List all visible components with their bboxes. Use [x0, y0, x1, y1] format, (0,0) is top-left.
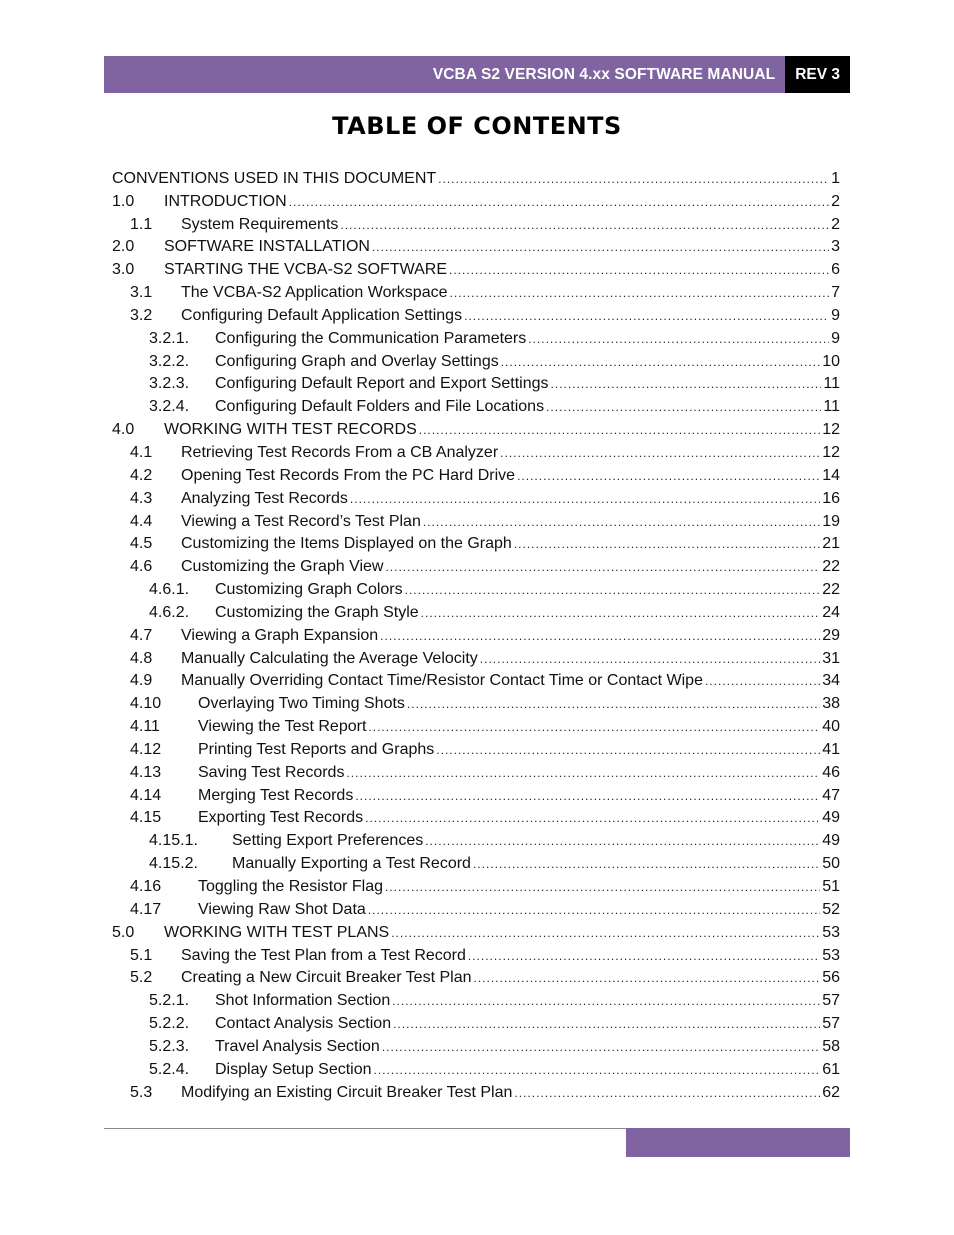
dot-leader [436, 740, 820, 760]
toc-entry-page: 3 [831, 238, 840, 256]
toc-entry-number: 4.17 [130, 900, 162, 918]
toc-entry-number: 2.0 [112, 238, 135, 256]
toc-entry-page: 47 [822, 786, 840, 804]
toc-entry-title: Viewing a Test Record’s Test Plan [181, 512, 421, 530]
toc-entry-title: Exporting Test Records [198, 809, 364, 827]
toc-entry[interactable] [112, 1080, 840, 1103]
dot-leader [423, 512, 820, 532]
dot-leader [385, 877, 820, 897]
toc-entry-number: 4.6 [130, 558, 153, 576]
toc-entry[interactable] [112, 1057, 840, 1080]
toc-entry-page: 22 [822, 581, 840, 599]
toc-entry-page: 16 [822, 489, 840, 507]
toc-entry[interactable] [112, 623, 840, 646]
toc-entry-number: 4.6.2. [149, 603, 190, 621]
toc-entry[interactable] [112, 851, 840, 874]
toc-entry-number: 4.15 [130, 809, 162, 827]
dot-leader [421, 603, 821, 623]
table-of-contents [112, 166, 840, 1103]
dot-leader [474, 968, 821, 988]
dot-leader [546, 397, 821, 417]
dot-leader [350, 489, 820, 509]
toc-entry-number: 4.2 [130, 466, 153, 484]
toc-entry-number: 4.1 [130, 443, 153, 461]
toc-entry-number: 4.3 [130, 489, 153, 507]
dot-leader [407, 694, 820, 714]
toc-entry-title: Contact Analysis Section [215, 1015, 392, 1033]
toc-entry-title: Viewing a Graph Expansion [181, 626, 379, 644]
toc-entry[interactable] [112, 874, 840, 897]
page-title: TABLE OF CONTENTS [332, 112, 622, 140]
toc-entry-title: Merging Test Records [198, 786, 354, 804]
toc-entry-number: 4.12 [130, 740, 162, 758]
toc-entry-page: 57 [822, 992, 840, 1010]
toc-entry[interactable] [112, 897, 840, 920]
dot-leader [368, 717, 820, 737]
dot-leader [391, 923, 820, 943]
dot-leader [425, 831, 820, 851]
toc-entry-title: Setting Export Preferences [232, 832, 424, 850]
toc-entry-page: 24 [822, 603, 840, 621]
toc-entry-page: 6 [831, 261, 840, 279]
toc-entry-number: 4.16 [130, 878, 162, 895]
toc-entry-page: 1 [831, 169, 840, 187]
toc-entry[interactable] [112, 828, 840, 851]
toc-entry-title: Creating a New Circuit Breaker Test Plan [181, 969, 472, 987]
toc-entry-number: 3.2.4. [149, 398, 190, 416]
toc-entry-page: 7 [831, 284, 840, 302]
toc-entry[interactable] [112, 394, 840, 417]
dot-leader [480, 649, 820, 669]
toc-entry-title: WORKING WITH TEST PLANS [164, 923, 390, 941]
toc-entry[interactable] [112, 669, 840, 692]
toc-entry-title: Toggling the Resistor Flag [198, 878, 383, 895]
toc-entry-number: 5.0 [112, 923, 135, 941]
toc-entry-number: 3.0 [112, 261, 135, 279]
dot-leader [289, 192, 829, 212]
toc-entry-number: 4.4 [130, 512, 153, 530]
toc-entry-number: 5.2.2. [149, 1015, 190, 1033]
toc-entry-number: 4.15.1. [149, 832, 198, 850]
toc-entry[interactable] [112, 988, 840, 1011]
toc-entry-number: 4.5 [130, 535, 153, 553]
dot-leader [438, 169, 829, 189]
toc-entry[interactable] [112, 349, 840, 372]
dot-leader [340, 215, 829, 235]
footer-accent-bar [626, 1128, 850, 1157]
dot-leader [528, 329, 829, 349]
toc-entry-page: 49 [822, 809, 840, 827]
toc-entry-page: 19 [822, 512, 840, 530]
toc-entry[interactable] [112, 280, 840, 303]
toc-entry[interactable] [112, 554, 840, 577]
toc-entry[interactable] [112, 257, 840, 280]
toc-entry-page: 11 [823, 398, 840, 416]
toc-entry-number: 5.2.3. [149, 1037, 190, 1055]
toc-entry[interactable] [112, 646, 840, 669]
toc-entry-page: 61 [822, 1060, 840, 1078]
toc-entry-page: 56 [822, 969, 840, 987]
toc-entry-title: Manually Exporting a Test Record [232, 855, 471, 873]
dot-leader [393, 1014, 820, 1034]
toc-entry-number: 4.10 [130, 695, 162, 713]
toc-entry-title: Customizing the Graph Style [215, 603, 419, 621]
toc-entry-title: Analyzing Test Records [181, 489, 348, 507]
toc-entry-page: 31 [822, 649, 840, 667]
toc-entry[interactable] [112, 463, 840, 486]
toc-entry[interactable] [112, 417, 840, 440]
toc-entry-page: 34 [822, 672, 840, 690]
toc-entry[interactable] [112, 600, 840, 623]
toc-entry-title: Saving Test Records [198, 763, 345, 781]
toc-entry-title: Configuring Default Application Settings [181, 306, 463, 324]
toc-entry-page: 2 [831, 192, 840, 210]
toc-entry-page: 21 [822, 535, 840, 553]
toc-entry[interactable] [112, 691, 840, 714]
toc-entry-page: 11 [823, 375, 840, 393]
dot-leader [473, 854, 820, 874]
toc-entry-title: Manually Overriding Contact Time/Resistor Contact Time or Contact Wipe [181, 672, 703, 690]
dot-leader [500, 443, 820, 463]
toc-entry-page: 53 [822, 946, 840, 964]
manual-title: VCBA S2 VERSION 4.xx SOFTWARE MANUAL [432, 65, 776, 83]
toc-entry-title: Configuring the Communication Parameters [215, 329, 527, 347]
toc-entry[interactable] [112, 783, 840, 806]
toc-entry-title: INTRODUCTION [164, 192, 287, 210]
toc-entry-title: Configuring Default Report and Export Settings [215, 375, 549, 393]
toc-entry-page: 58 [822, 1037, 840, 1055]
dot-leader [514, 534, 820, 554]
toc-entry-number: 4.7 [130, 626, 153, 644]
toc-entry[interactable] [112, 235, 840, 258]
toc-entry-title: WORKING WITH TEST RECORDS [164, 421, 417, 439]
toc-entry-page: 9 [831, 329, 840, 347]
toc-entry-number: 4.8 [130, 649, 153, 667]
toc-entry[interactable] [112, 920, 840, 943]
toc-entry-page: 2 [831, 215, 840, 233]
toc-entry[interactable] [112, 577, 840, 600]
dot-leader [385, 557, 820, 577]
toc-entry-number: 1.0 [112, 192, 135, 210]
toc-entry-number: 4.6.1. [149, 581, 190, 599]
toc-entry-title: Retrieving Test Records From a CB Analyzer [181, 443, 499, 461]
toc-entry-page: 41 [822, 740, 840, 758]
toc-entry-title: Customizing the Items Displayed on the Graph [181, 535, 512, 553]
dot-leader [449, 260, 829, 280]
toc-entry[interactable] [112, 440, 840, 463]
toc-entry-number: 4.14 [130, 786, 162, 804]
toc-entry-number: 3.2 [130, 306, 153, 324]
toc-entry[interactable] [112, 714, 840, 737]
toc-entry-title: Travel Analysis Section [215, 1037, 380, 1055]
toc-entry-title: The VCBA-S2 Application Workspace [181, 284, 448, 302]
toc-entry[interactable] [112, 943, 840, 966]
toc-entry-page: 50 [822, 855, 840, 873]
dot-leader [468, 946, 820, 966]
toc-entry[interactable] [112, 806, 840, 829]
dot-leader [450, 283, 830, 303]
dot-leader [514, 1083, 820, 1103]
toc-entry[interactable] [112, 966, 840, 989]
dot-leader [464, 306, 829, 326]
toc-entry[interactable] [112, 532, 840, 555]
dot-leader [501, 352, 820, 372]
dot-leader [405, 580, 821, 600]
toc-entry[interactable] [112, 509, 840, 532]
toc-entry-page: 52 [822, 900, 840, 918]
toc-entry-page: 29 [822, 626, 840, 644]
toc-entry[interactable] [112, 212, 840, 235]
toc-entry-title: CONVENTIONS USED IN THIS DOCUMENT [112, 169, 437, 187]
dot-leader [368, 900, 820, 920]
toc-entry-title: SOFTWARE INSTALLATION [164, 238, 370, 256]
toc-entry-title: Modifying an Existing Circuit Breaker Test Plan [181, 1083, 513, 1101]
dot-leader [380, 626, 820, 646]
toc-entry-page: 40 [822, 718, 840, 736]
toc-entry-page: 46 [822, 763, 840, 781]
toc-entry-page: 53 [822, 923, 840, 941]
toc-entry-number: 4.13 [130, 763, 162, 781]
toc-entry-number: 5.1 [130, 946, 153, 964]
toc-entry[interactable] [112, 189, 840, 212]
dot-leader [551, 374, 822, 394]
dot-leader [392, 991, 820, 1011]
toc-entry-title: Customizing Graph Colors [215, 581, 403, 599]
toc-entry[interactable] [112, 486, 840, 509]
toc-entry-title: Viewing the Test Report [198, 718, 367, 736]
dot-leader [346, 763, 820, 783]
toc-entry-page: 9 [831, 306, 840, 324]
toc-entry-page: 38 [822, 695, 840, 713]
toc-entry-number: 5.2.1. [149, 992, 190, 1010]
toc-entry[interactable] [112, 166, 840, 189]
toc-entry-number: 4.11 [130, 718, 160, 736]
toc-entry-page: 51 [822, 878, 840, 895]
toc-entry-number: 4.9 [130, 672, 153, 690]
toc-entry-title: Overlaying Two Timing Shots [198, 695, 405, 713]
dot-leader [705, 671, 820, 691]
toc-entry[interactable] [112, 1034, 840, 1057]
toc-entry-title: Configuring Default Folders and File Locations [215, 398, 545, 416]
toc-entry-title: Saving the Test Plan from a Test Record [181, 946, 466, 964]
toc-entry-number: 5.2.4. [149, 1060, 190, 1078]
toc-entry-title: STARTING THE VCBA-S2 SOFTWARE [164, 261, 447, 279]
toc-entry[interactable] [112, 760, 840, 783]
toc-entry[interactable] [112, 372, 840, 395]
toc-entry[interactable] [112, 326, 840, 349]
toc-entry-page: 57 [822, 1015, 840, 1033]
toc-entry-number: 5.3 [130, 1083, 153, 1101]
toc-entry-title: Display Setup Section [215, 1060, 372, 1078]
dot-leader [372, 237, 829, 257]
toc-entry[interactable] [112, 303, 840, 326]
toc-entry[interactable] [112, 737, 840, 760]
toc-entry-number: 4.15.2. [149, 855, 198, 873]
toc-entry-number: 5.2 [130, 969, 153, 987]
toc-entry-title: Viewing Raw Shot Data [198, 900, 366, 918]
dot-leader [382, 1037, 820, 1057]
toc-entry-page: 14 [822, 466, 840, 484]
toc-entry-page: 10 [822, 352, 840, 370]
toc-entry-page: 49 [822, 832, 840, 850]
toc-entry-title: Opening Test Records From the PC Hard Drive [181, 466, 516, 484]
toc-entry-page: 62 [822, 1083, 840, 1101]
toc-entry-number: 3.2.2. [149, 352, 190, 370]
dot-leader [365, 808, 820, 828]
toc-entry-title: Manually Calculating the Average Velocity [181, 649, 478, 667]
toc-entry[interactable] [112, 1011, 840, 1034]
toc-entry-page: 12 [822, 421, 840, 439]
toc-entry-page: 12 [822, 443, 840, 461]
toc-entry-title: Shot Information Section [215, 992, 391, 1010]
header-bar [104, 56, 850, 93]
toc-entry-page: 22 [822, 558, 840, 576]
dot-leader [419, 420, 820, 440]
toc-entry-title: Configuring Graph and Overlay Settings [215, 352, 499, 370]
toc-entry-title: Printing Test Reports and Graphs [198, 740, 435, 758]
toc-entry-number: 3.1 [130, 284, 153, 302]
toc-entry-title: System Requirements [181, 215, 339, 233]
toc-entry-number: 1.1 [130, 215, 153, 233]
toc-entry-number: 3.2.3. [149, 375, 190, 393]
toc-entry-number: 4.0 [112, 421, 135, 439]
dot-leader [355, 786, 820, 806]
toc-entry-number: 3.2.1. [149, 329, 190, 347]
dot-leader [374, 1060, 821, 1080]
toc-entry-title: Customizing the Graph View [181, 558, 384, 576]
revision-badge: REV 3 [785, 56, 850, 93]
dot-leader [517, 466, 820, 486]
